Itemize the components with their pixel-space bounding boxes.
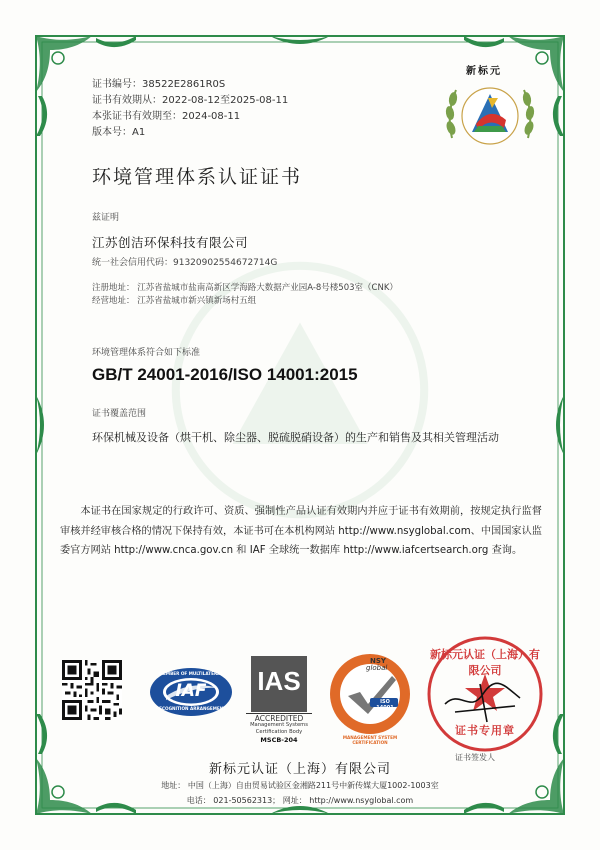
company-name: 江苏创洁环保科技有限公司 [92,235,249,250]
scope-text: 环保机械及设备（烘干机、除尘器、脱硫脱硝设备）的生产和销售及其相关管理活动 [92,431,499,444]
seal-center-text: 证书专用章 [455,724,515,737]
signer-label: 证书签发人 [455,753,495,762]
nsy-ring-text: MANAGEMENT SYSTEM CERTIFICATION [342,735,398,745]
ias-line3: Certification Body [255,729,303,735]
this-cert-valid-until: 本张证书有效期至：2024-08-11 [92,111,241,122]
validity-notice: 本证书在国家规定的行政许可、资质、强制性产品认证有效期内并应于证书有效期前，按规定执行监督审核并经审核合格的情况下保持有效，本证书可在本机构网站 http://www.nsyglobal.com、中国国家认监委官方网站 http://www.cnca.gov.cn 和 IAF 全球统一数据库 http://www.iafcertsearch.org 查询。 [60,506,542,556]
ias-mark: IAS [257,666,301,696]
credit-code: 统一社会信用代码：91320902554672714G [92,258,278,268]
certify-label: 兹证明 [92,213,120,223]
iaf-bottom-text: RECOGNITION ARRANGEMENT [155,706,227,711]
version-number: 版本号：A1 [92,127,146,138]
cert-number: 证书编号：38522E2861R0S [92,79,226,90]
nsy-top-text: NSY [370,657,386,665]
registered-address: 注册地址： 江苏省盐城市盐南高新区学海路大数据产业园A-8号楼503室（CNK） [92,283,398,293]
nsy-mid-text: global [366,664,388,672]
business-address: 经营地址： 江苏省盐城市新兴镇新场村五组 [92,296,257,306]
brand-name: 新标元 [466,66,502,77]
standard-label: 环境管理体系符合如下标准 [92,348,201,358]
valid-period: 证书有效期从：2022-08-12至2025-08-11 [92,95,289,106]
issuer-address: 地址： 中国（上海）自由贸易试验区金湘路211号中新传媒大厦1002-1003室 [161,781,439,790]
iaf-mark: IAF [175,681,207,701]
standard-code: GB/T 24001-2016/ISO 14001:2015 [92,365,358,384]
certificate-title: 环境管理体系认证证书 [92,166,303,188]
ias-code: MSCB-204 [260,736,298,744]
iaf-top-text: MEMBER OF MULTILATERAL [158,671,224,676]
ias-accredited: ACCREDITED [246,713,312,723]
scope-label: 证书覆盖范围 [92,409,147,419]
issuer-contact: 电话： 021-50562313； 网址： http://www.nsyglobal.com [186,796,414,805]
qr-code[interactable] [62,660,122,720]
issuer-name: 新标元认证（上海）有限公司 [208,762,391,777]
ias-line2: Management Systems [250,722,308,728]
nsy-iso-text: ISO 14001 [376,699,394,711]
seal-ring-text: 新标元认证（上海）有限公司 [430,648,540,677]
